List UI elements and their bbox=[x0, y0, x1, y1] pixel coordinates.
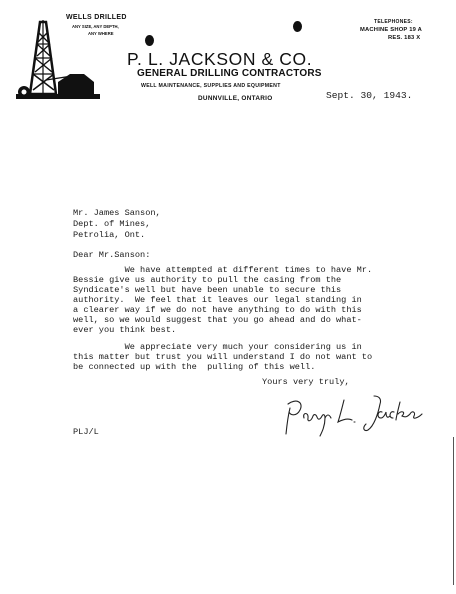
paragraph-line: Syndicate's well but have been unable to secure this bbox=[73, 285, 342, 295]
letterhead-tagline-2: ANY SIZE, ANY DEPTH, bbox=[72, 24, 119, 29]
letter-date: Sept. 30, 1943. bbox=[326, 90, 413, 101]
company-services: WELL MAINTENANCE, SUPPLIES AND EQUIPMENT bbox=[141, 83, 281, 89]
ornament-dot-left bbox=[145, 35, 154, 46]
scan-edge-line bbox=[453, 437, 454, 585]
company-name: P. L. JACKSON & CO. bbox=[127, 49, 313, 69]
oil-derrick-logo bbox=[12, 18, 132, 102]
handwritten-signature bbox=[282, 390, 452, 440]
closing: Yours very truly, bbox=[262, 377, 350, 387]
phone-shop: MACHINE SHOP 19 A bbox=[360, 27, 423, 33]
paragraph-line: this matter but trust you will understand I do not want to bbox=[73, 352, 373, 362]
ornament-dot-right bbox=[293, 21, 302, 32]
company-subtitle: GENERAL DRILLING CONTRACTORS bbox=[137, 68, 322, 79]
phone-label: TELEPHONES: bbox=[374, 19, 413, 25]
paragraph-line: authority. We feel that it leaves our legal standing in bbox=[73, 295, 362, 305]
paragraph-line: We have attempted at different times to have Mr. bbox=[73, 265, 373, 275]
phone-residence: RES. 183 X bbox=[388, 35, 421, 41]
paragraph-line: ever you think best. bbox=[73, 325, 177, 335]
paragraph-line: Bessie give us authority to pull the casing from the bbox=[73, 275, 342, 285]
recipient-line: Mr. James Sanson, bbox=[73, 208, 161, 218]
paragraph-line: be connected up with the pulling of this well. bbox=[73, 362, 316, 372]
company-location: DUNNVILLE, ONTARIO bbox=[198, 95, 273, 102]
letterhead-tagline-1: WELLS DRILLED bbox=[66, 14, 127, 21]
paragraph-line: We appreciate very much your considering us in bbox=[73, 342, 362, 352]
paragraph-line: a clearer way if we do not have anything to do with this bbox=[73, 305, 362, 315]
recipient-line: Petrolia, Ont. bbox=[73, 230, 146, 240]
recipient-line: Dept. of Mines, bbox=[73, 219, 151, 229]
letterhead-tagline-3: ANY WHERE bbox=[88, 31, 114, 36]
salutation: Dear Mr.Sanson: bbox=[73, 250, 151, 260]
paragraph-line: well, so we would suggest that you go ahead and do what- bbox=[73, 315, 362, 325]
reference-initials: PLJ/L bbox=[73, 427, 99, 437]
